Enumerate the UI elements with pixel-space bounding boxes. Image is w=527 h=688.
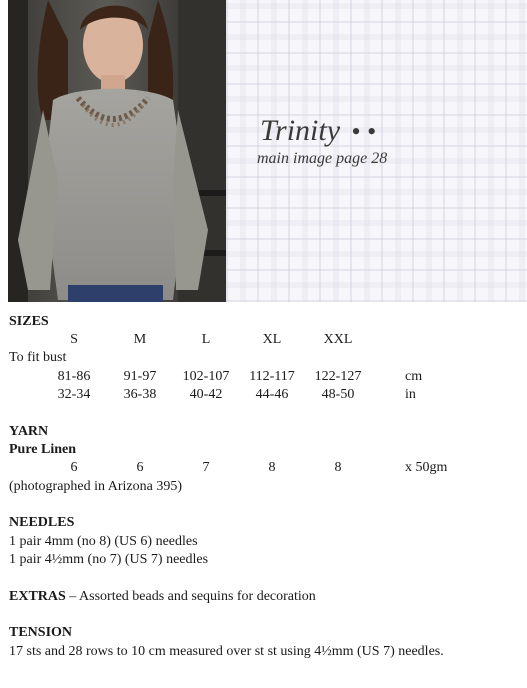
fit-label: To fit bust <box>9 350 67 365</box>
yarn-quantity: 8 <box>268 460 276 475</box>
pattern-title <box>260 114 376 148</box>
extras-heading: EXTRAS <box>9 589 66 604</box>
needle-item: 1 pair 4mm (no 8) (US 6) needles <box>9 534 198 549</box>
extras-text: – Assorted beads and sequins for decoration <box>69 589 316 604</box>
bust-cm-value: 122-127 <box>314 369 362 384</box>
size-label: M <box>133 332 147 347</box>
bust-in-value: 44-46 <box>255 387 289 402</box>
yarn-quantity: 6 <box>136 460 144 475</box>
bust-in-value: 32-34 <box>57 387 91 402</box>
bust-cm-value: 91-97 <box>123 369 157 384</box>
size-label: XL <box>262 332 282 347</box>
yarn-unit: x 50gm <box>405 460 448 475</box>
in-unit: in <box>405 387 416 402</box>
cm-unit: cm <box>405 369 423 384</box>
needles-heading: NEEDLES <box>9 515 75 530</box>
pattern-name: Trinity <box>260 114 341 147</box>
bust-in-value: 48-50 <box>321 387 355 402</box>
sizes-heading: SIZES <box>9 314 49 329</box>
yarn-note: (photographed in Arizona 395) <box>9 479 183 494</box>
size-label: XXL <box>323 332 353 347</box>
difficulty-dots: • • <box>351 117 377 146</box>
yarn-name: Pure Linen <box>9 442 77 457</box>
model-photo-illustration <box>8 0 226 302</box>
bust-cm-value: 81-86 <box>57 369 91 384</box>
size-label: S <box>70 332 78 347</box>
bust-in-value: 40-42 <box>189 387 223 402</box>
bust-cm-value: 112-117 <box>249 369 295 384</box>
size-label: L <box>201 332 211 347</box>
tension-heading: TENSION <box>9 625 73 640</box>
bust-in-value: 36-38 <box>123 387 157 402</box>
yarn-quantity: 7 <box>202 460 210 475</box>
model-photo <box>8 0 226 302</box>
bust-cm-value: 102-107 <box>182 369 230 384</box>
needle-item: 1 pair 4½mm (no 7) (US 7) needles <box>9 552 209 567</box>
yarn-quantity: 6 <box>70 460 78 475</box>
yarn-heading: YARN <box>9 424 49 439</box>
image-reference: main image page 28 <box>257 150 388 167</box>
tension-text: 17 sts and 28 rows to 10 cm measured over st st using 4½mm (US 7) needles. <box>9 644 444 659</box>
yarn-quantity: 8 <box>334 460 342 475</box>
extras-line <box>9 588 316 606</box>
